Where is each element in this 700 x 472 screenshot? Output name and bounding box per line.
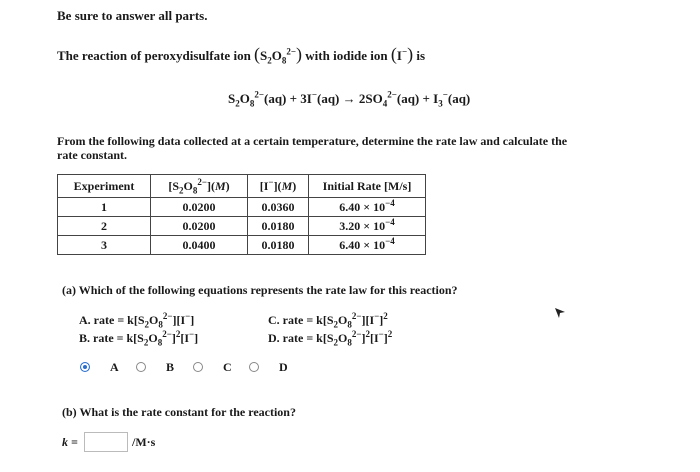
header-iodide: [I−](M) — [248, 175, 309, 198]
part-a-question: (a) Which of the following equations represents the rate law for this reaction? — [62, 283, 458, 297]
radio-a[interactable] — [80, 362, 90, 372]
radio-b[interactable] — [136, 362, 146, 372]
instruction-text: Be sure to answer all parts. — [57, 8, 208, 23]
cell-iodide: 0.0180 — [248, 236, 309, 255]
cell-iodide: 0.0360 — [248, 198, 309, 217]
header-experiment: Experiment — [58, 175, 151, 198]
cell-exp: 2 — [58, 217, 151, 236]
cell-rate: $6.40 \times 10^{-4}$ — [309, 198, 426, 217]
intro-line: The reaction of peroxydisulfate ion $(S_2O_8^{2-})$ with iodide ion (I−) is — [57, 44, 426, 66]
radio-d-label: D — [279, 360, 288, 374]
table-row — [58, 198, 426, 217]
cell-exp: 3 — [58, 236, 151, 255]
option-c-equation: C. rate = $k[S_2O_8^{2-}][I^-]^2$ — [268, 311, 388, 330]
mouse-cursor-icon — [554, 306, 566, 324]
header-s2o8: $[S_2O_8^{2-}](M)$ — [151, 175, 248, 198]
header-rate: Initial Rate [M/s] — [309, 175, 426, 198]
cell-s2o8: 0.0400 — [151, 236, 248, 255]
reaction-equation: $S_2O_8^{2-}(aq) + 3I^-(aq) \to 2SO_4^{2-}(aq) + I_3^-(aq)$ — [228, 89, 471, 109]
prompt-line-1: From the following data collected at a certain temperature, determine the rate law and calculate the — [57, 134, 568, 148]
part-b-question: (b) What is the rate constant for the reaction? — [62, 405, 296, 419]
rate-constant-input[interactable] — [84, 432, 128, 452]
k-label: k = — [62, 435, 78, 449]
option-b-equation: B. rate = $k[S_2O_8^{2-}]^2[I^-]$ — [79, 329, 199, 348]
intro-text-c: is — [416, 48, 426, 63]
table-row — [58, 236, 426, 255]
radio-a-label: A — [110, 360, 119, 374]
radio-c-label: C — [223, 360, 232, 374]
cell-s2o8: 0.0200 — [151, 217, 248, 236]
radio-b-label: B — [166, 360, 175, 374]
cell-s2o8: 0.0200 — [151, 198, 248, 217]
intro-text-a: The reaction of peroxydisulfate ion — [57, 48, 251, 63]
cell-exp: 1 — [58, 198, 151, 217]
option-a-equation: A. rate = $k[S_2O_8^{2-}][I^-]$ — [79, 311, 195, 330]
cell-rate: $6.40 \times 10^{-4}$ — [309, 236, 426, 255]
table-header-row — [58, 175, 426, 198]
table-row — [58, 217, 426, 236]
intro-text-b: with iodide ion — [305, 48, 388, 63]
rate-data-table — [57, 174, 426, 255]
prompt-line-2: rate constant. — [57, 148, 127, 162]
radio-c[interactable] — [193, 362, 203, 372]
radio-d[interactable] — [249, 362, 259, 372]
cell-iodide: 0.0180 — [248, 217, 309, 236]
cell-rate: $3.20 \times 10^{-4}$ — [309, 217, 426, 236]
units-label: /M·s — [132, 435, 156, 449]
option-d-equation: D. rate = $k[S_2O_8^{2-}]^2[I^-]^2$ — [268, 329, 393, 348]
